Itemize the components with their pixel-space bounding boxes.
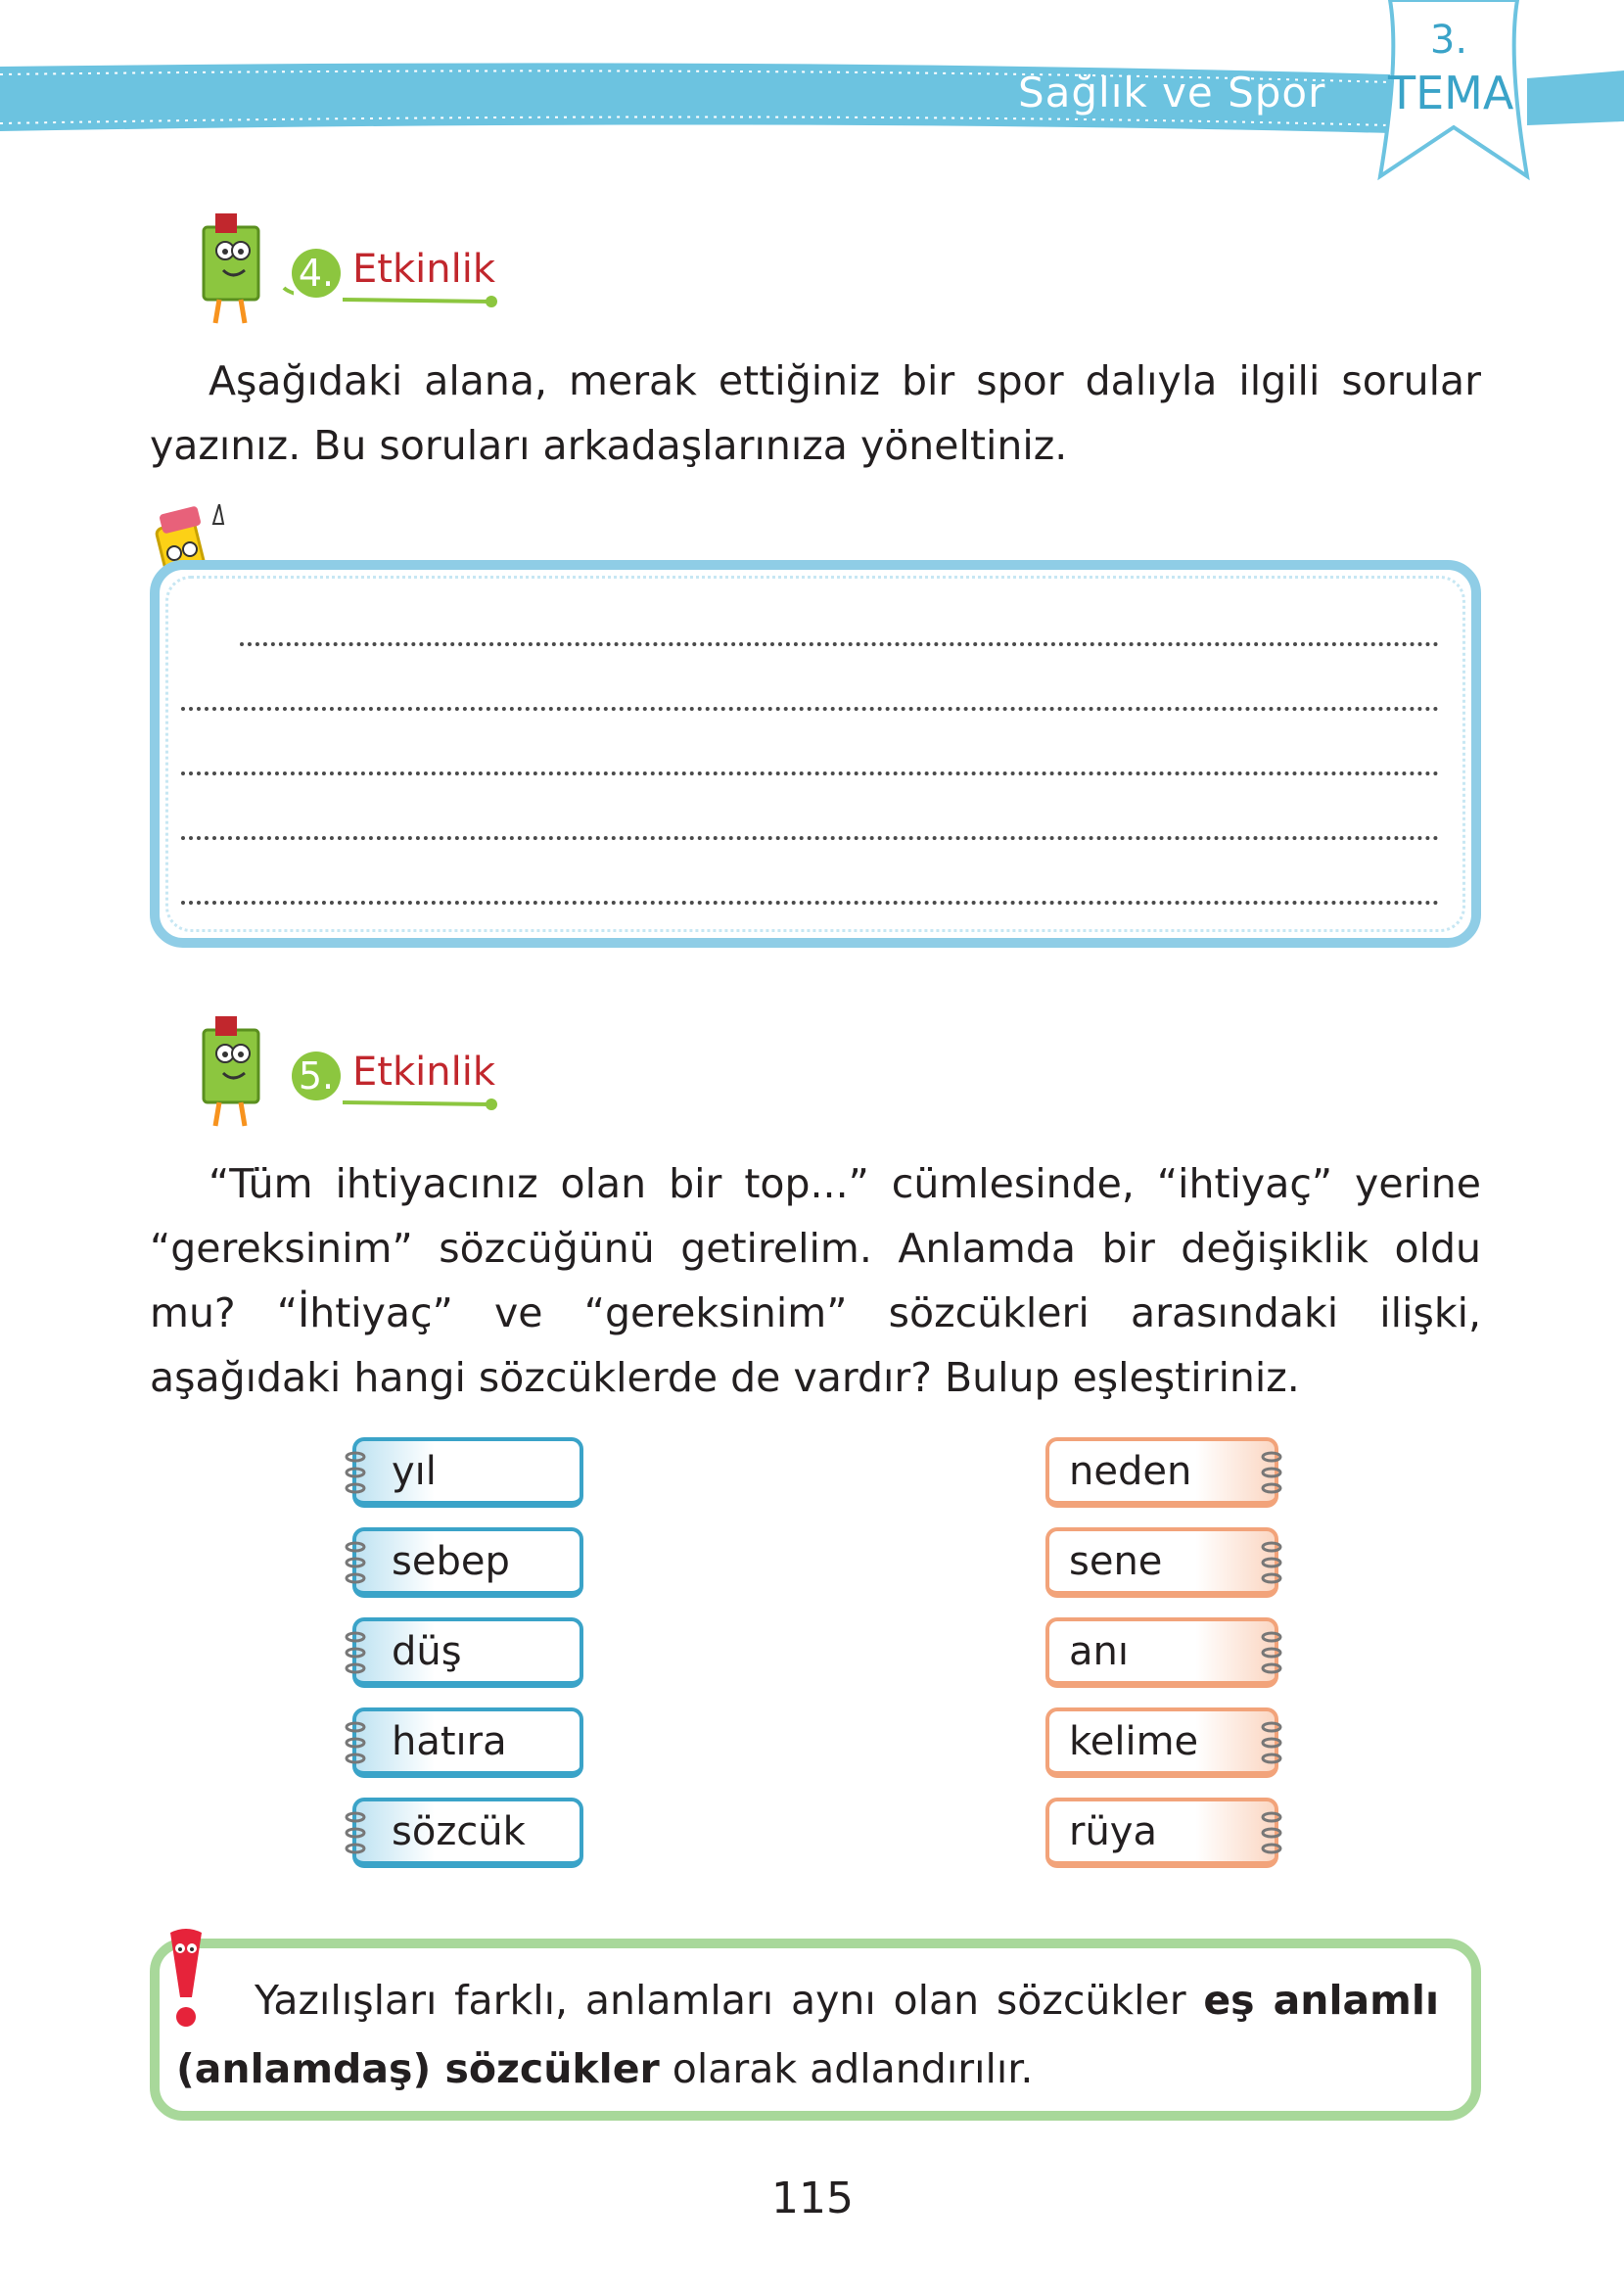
left-word-card[interactable]: yıl (352, 1437, 583, 1508)
activity4-heading (176, 206, 509, 333)
activity4-instruction: Aşağıdaki alana, merak ettiğiniz bir spor dalıyla ilgili sorular yazınız. Bu soruları arkadaşlarınıza yöneltiniz. (150, 357, 1481, 469)
header-title: Sağlık ve Spor (1018, 69, 1326, 117)
ring-binder-icon (345, 1447, 366, 1498)
ring-binder-icon (1261, 1807, 1282, 1858)
writing-line[interactable] (181, 707, 1439, 711)
info-text: Yazılışları farklı, anlamları aynı olan sözcükler eş anlamlı (anlamdaş) sözcükler olarak adlandırılır. (176, 1977, 1439, 2092)
ring-binder-icon (1261, 1447, 1282, 1498)
right-word-card[interactable]: neden (1045, 1437, 1278, 1508)
left-word-card[interactable]: sebep (352, 1527, 583, 1598)
ring-binder-icon (345, 1807, 366, 1858)
activity5-number: 5. (292, 1052, 341, 1100)
activity4-number: 4. (292, 249, 341, 298)
book-mascot-icon (176, 1008, 294, 1136)
ring-binder-icon (345, 1717, 366, 1768)
right-word-card[interactable]: anı (1045, 1617, 1278, 1688)
page-number: 115 (771, 2174, 854, 2223)
ring-binder-icon (345, 1537, 366, 1588)
tema-label: TEMA (1388, 67, 1514, 119)
left-word-card[interactable]: sözcük (352, 1798, 583, 1868)
activity5-label: Etkinlik (352, 1050, 495, 1095)
tema-number: 3. (1429, 18, 1468, 63)
ring-binder-icon (345, 1627, 366, 1678)
ring-binder-icon (1261, 1717, 1282, 1768)
activity5-instruction: “Tüm ihtiyacınız olan bir top...” cümlesinde, “ihtiyaç” yerine “gereksinim” sözcüğünü getirelim. Anlamda bir değişiklik oldu mu? “İhtiyaç” ve “gereksinim” sözcükleri arasındaki ilişki, aşağıdaki hangi sözcüklerde de vardır? Bulup eşleştiriniz. (150, 1160, 1481, 1401)
underline-decoration (343, 1095, 675, 1110)
ring-binder-icon (1261, 1627, 1282, 1678)
writing-line[interactable] (181, 771, 1439, 775)
right-word-card[interactable]: kelime (1045, 1707, 1278, 1778)
writing-line[interactable] (240, 642, 1439, 646)
writing-line[interactable] (181, 836, 1439, 840)
activity5-heading (176, 1008, 509, 1136)
left-word-card[interactable]: düş (352, 1617, 583, 1688)
activity4-label: Etkinlik (352, 247, 495, 292)
left-word-card[interactable]: hatıra (352, 1707, 583, 1778)
underline-decoration (343, 292, 675, 307)
question-writing-area[interactable] (150, 560, 1481, 948)
right-word-card[interactable]: sene (1045, 1527, 1278, 1598)
right-word-card[interactable]: rüya (1045, 1798, 1278, 1868)
book-mascot-icon (176, 206, 294, 333)
writing-line[interactable] (181, 901, 1439, 905)
ring-binder-icon (1261, 1537, 1282, 1588)
